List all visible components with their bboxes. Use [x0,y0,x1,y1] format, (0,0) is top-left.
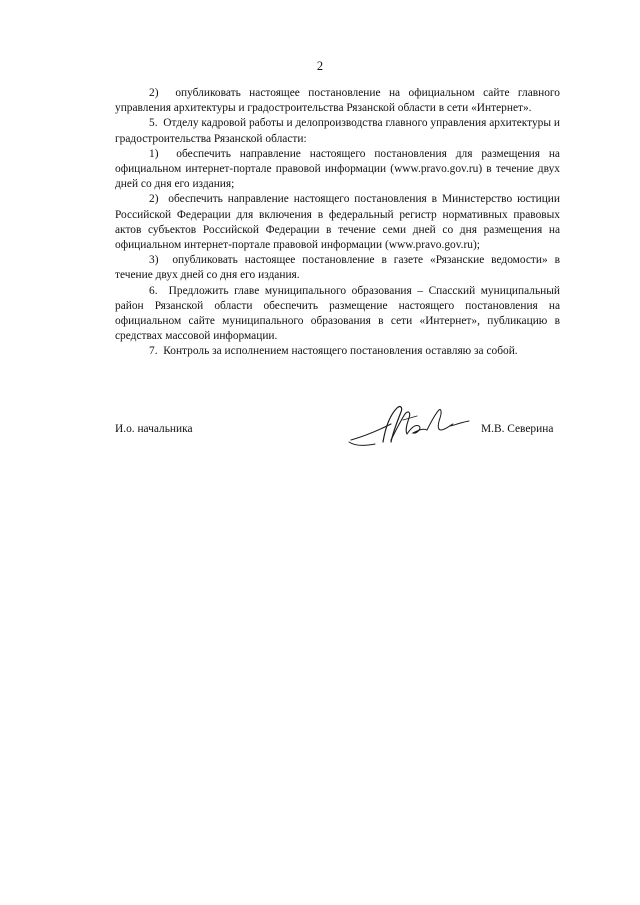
paragraph-subitem-2: 2) обеспечить направление настоящего постановления в Министерство юстиции Российской Федерации для включения в федеральный регистр нормативных правовых актов субъектов Российской Федерации в течение семи дней со дня размещения на официальном интернет-портале правовой информации (www.pravo.gov.ru); [115,193,560,252]
paragraph-item-5: 5. Отделу кадровой работы и делопроизводства главного управления архитектуры и градостроительства Рязанской области: [115,117,560,145]
paragraph-item-6: 6. Предложить главе муниципального образования – Спасский муниципальный район Рязанской области обеспечить размещение настоящего постановления на официальном сайте муниципального образования в сети «Интернет», публикацию в средствах массовой информации. [115,284,560,343]
handwritten-signature [345,400,475,450]
paragraph-item-7: 7. Контроль за исполнением настоящего постановления оставляю за собой. [149,345,518,358]
page-number: 2 [316,59,324,73]
paragraph-subitem-1: 1) обеспечить направление настоящего постановления для размещения на официальном интернет-портале правовой информации (www.pravo.gov.ru) в течение двух дней со дня его издания; [115,147,560,191]
signatory-title: И.о. начальника [115,423,193,435]
paragraph-publish-site: 2) опубликовать настоящее постановление на официальном сайте главного управления архитектуры и градостроительства Рязанской области в сети «Интернет». [115,87,560,115]
paragraph-subitem-3: 3) опубликовать настоящее постановление в газете «Рязанские ведомости» в течение двух дней со дня его издания. [115,254,560,282]
signatory-name: М.В. Северина [481,423,554,435]
document-body [115,86,560,360]
